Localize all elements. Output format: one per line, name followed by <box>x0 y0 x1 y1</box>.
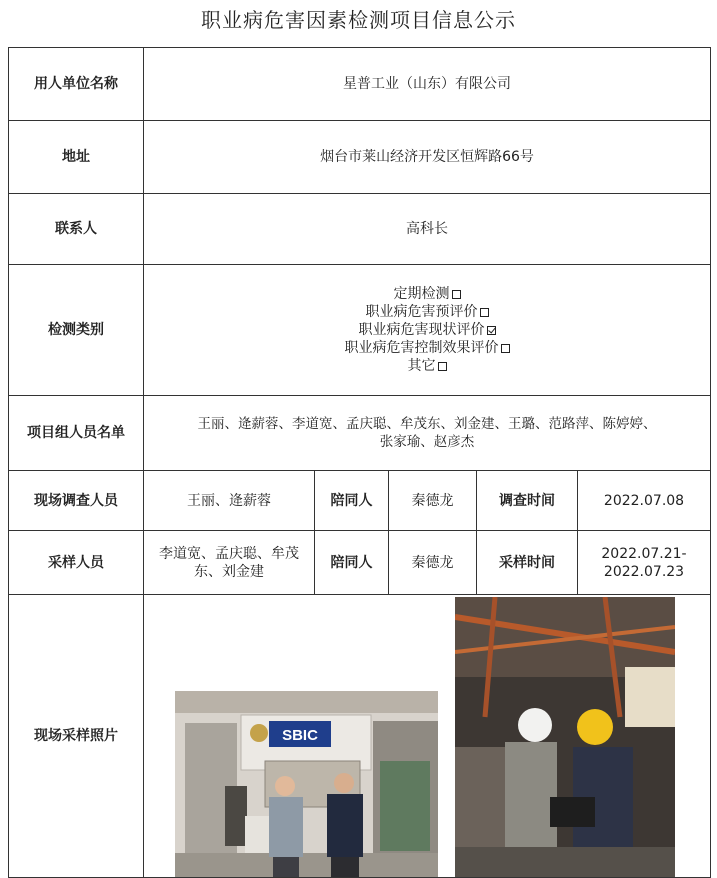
team-members <box>144 396 711 471</box>
row-team <box>9 396 711 471</box>
category-label: 检测类别 <box>9 265 144 396</box>
photos-area <box>144 595 710 877</box>
row-contact <box>9 194 711 265</box>
page-title: 职业病危害因素检测项目信息公示 <box>201 8 516 32</box>
option-text: 职业病危害预评价 <box>365 304 478 320</box>
team-line: 王丽、逄薪蓉、李道宽、孟庆聪、牟茂东、刘金建、王璐、范路萍、陈婷婷、 <box>197 416 657 432</box>
survey-people: 王丽、逄薪蓉 <box>144 471 315 531</box>
row-photos <box>9 595 711 878</box>
sampling-photo-entrance <box>175 691 438 877</box>
category-option <box>144 321 710 339</box>
survey-escort: 秦德龙 <box>389 471 477 531</box>
category-option <box>144 357 710 375</box>
photos-label: 现场采样照片 <box>9 595 144 878</box>
sampling-time-line: 2022.07.23 <box>603 563 685 580</box>
sampling-escort: 秦德龙 <box>389 531 477 595</box>
checkbox-icon <box>480 308 489 317</box>
option-text: 职业病危害现状评价 <box>358 322 485 338</box>
contact-label: 联系人 <box>9 194 144 265</box>
entrance-scene <box>175 691 438 877</box>
checkbox-icon <box>501 344 510 353</box>
sampling-people-line: 李道宽、孟庆聪、牟茂 <box>159 545 299 562</box>
sampling-time-line: 2022.07.21- <box>601 545 687 562</box>
sampling-people <box>144 531 315 595</box>
contact-value: 高科长 <box>144 194 711 265</box>
survey-time: 2022.07.08 <box>578 471 711 531</box>
team-line: 张家瑜、赵彦杰 <box>379 434 475 450</box>
category-options <box>144 265 711 396</box>
team-label: 项目组人员名单 <box>9 396 144 471</box>
checkbox-checked-icon <box>487 326 496 335</box>
category-option <box>144 303 710 321</box>
row-sampling <box>9 531 711 595</box>
info-table <box>8 47 711 878</box>
photos-cell <box>144 595 711 878</box>
address-label: 地址 <box>9 121 144 194</box>
sampling-time <box>578 531 711 595</box>
svg-text:SBIC: SBIC <box>282 727 318 744</box>
sampling-label: 采样人员 <box>9 531 144 595</box>
option-text: 其它 <box>407 358 436 374</box>
checkbox-icon <box>438 362 447 371</box>
option-text: 定期检测 <box>393 286 450 302</box>
row-employer <box>9 48 711 121</box>
sampling-people-line: 东、刘金建 <box>194 563 264 580</box>
survey-time-label: 调查时间 <box>477 471 578 531</box>
sampling-photo-workshop <box>455 597 675 877</box>
employer-value: 星普工业（山东）有限公司 <box>144 48 711 121</box>
category-option <box>144 285 710 303</box>
row-address <box>9 121 711 194</box>
option-text: 职业病危害控制效果评价 <box>344 340 499 356</box>
row-survey <box>9 471 711 531</box>
sampling-time-label: 采样时间 <box>477 531 578 595</box>
row-category <box>9 265 711 396</box>
sampling-escort-label: 陪同人 <box>315 531 389 595</box>
address-value: 烟台市莱山经济开发区恒辉路66号 <box>144 121 711 194</box>
survey-escort-label: 陪同人 <box>315 471 389 531</box>
category-option <box>144 339 710 357</box>
survey-label: 现场调查人员 <box>9 471 144 531</box>
workshop-scene <box>455 597 675 877</box>
checkbox-icon <box>452 290 461 299</box>
employer-label: 用人单位名称 <box>9 48 144 121</box>
